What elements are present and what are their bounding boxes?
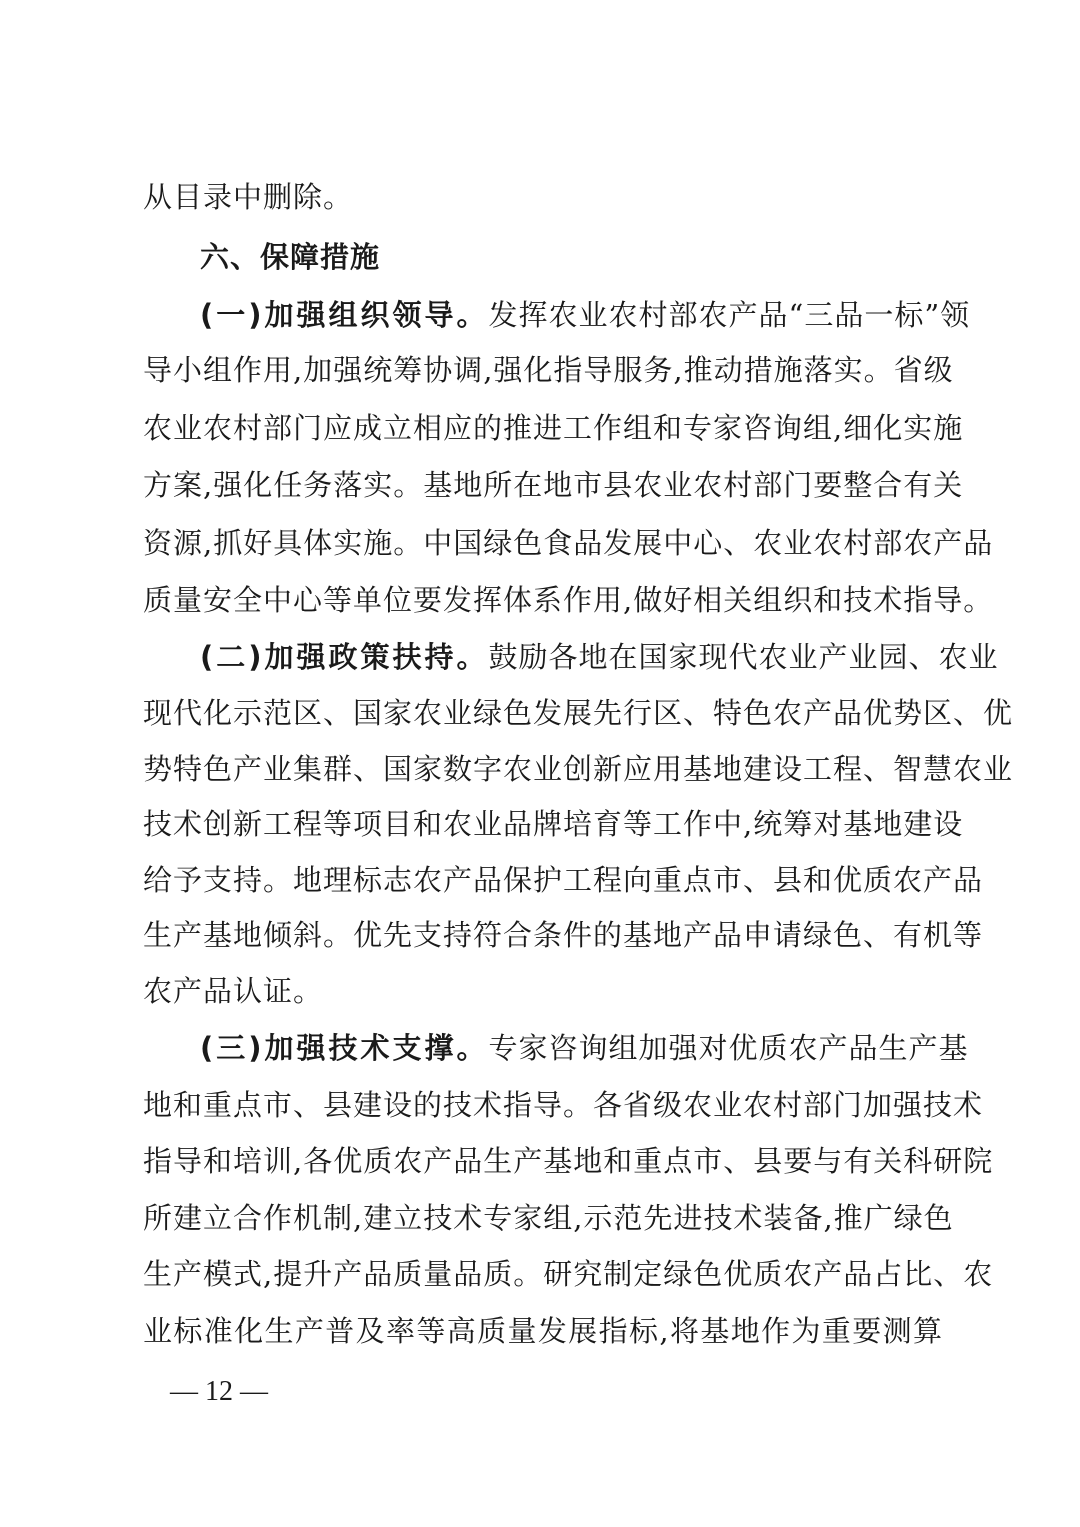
paragraph-1-line: 农业农村部门应成立相应的推进工作组和专家咨询组,细化实施: [143, 411, 964, 445]
paragraph-2-first-line: [200, 637, 999, 677]
paragraph-1-first-line-text: 发挥农业农村部农产品“三品一标”领: [488, 298, 971, 332]
paragraph-1-line: 方案,强化任务落实。基地所在地市县农业农村部门要整合有关: [143, 468, 964, 502]
paragraph-3-line: 指导和培训,各优质农产品生产基地和重点市、县要与有关科研院: [143, 1144, 994, 1178]
paragraph-3-line: 业标准化生产普及率等高质量发展指标,将基地作为重要测算: [143, 1314, 943, 1348]
paragraph-2-line: 势特色产业集群、国家数字农业创新应用基地建设工程、智慧农业: [143, 752, 1014, 786]
paragraph-3-lead: (三)加强技术支撑。: [200, 1031, 489, 1065]
continuation-line: 从目录中删除。: [143, 180, 354, 214]
paragraph-2-line: 技术创新工程等项目和农业品牌培育等工作中,统筹对基地建设: [143, 807, 964, 841]
paragraph-3-line: 地和重点市、县建设的技术指导。各省级农业农村部门加强技术: [143, 1088, 984, 1122]
paragraph-1-line: 导小组作用,加强统筹协调,强化指导服务,推动措施落实。省级: [143, 353, 954, 387]
section-heading: 六、保障措施: [200, 240, 381, 274]
paragraph-1-line: 资源,抓好具体实施。中国绿色食品发展中心、农业农村部农产品: [143, 526, 994, 560]
paragraph-2-line: 生产基地倾斜。优先支持符合条件的基地产品申请绿色、有机等: [143, 918, 984, 952]
paragraph-2-line: 现代化示范区、国家农业绿色发展先行区、特色农产品优势区、优: [143, 696, 1014, 730]
paragraph-2-line: 给予支持。地理标志农产品保护工程向重点市、县和优质农产品: [143, 863, 984, 897]
paragraph-2-lead: (二)加强政策扶持。: [200, 640, 489, 674]
paragraph-1-line: 质量安全中心等单位要发挥体系作用,做好相关组织和技术指导。: [143, 583, 994, 617]
paragraph-1-first-line: [200, 295, 971, 335]
paragraph-3-line: 生产模式,提升产品质量品质。研究制定绿色优质农产品占比、农: [143, 1257, 994, 1291]
paragraph-3-first-line-text: 专家咨询组加强对优质农产品生产基: [488, 1031, 969, 1065]
paragraph-3-line: 所建立合作机制,建立技术专家组,示范先进技术装备,推广绿色: [143, 1201, 954, 1235]
paragraph-3-first-line: [200, 1028, 969, 1068]
paragraph-1-lead: (一)加强组织领导。: [200, 298, 489, 332]
paragraph-2-last-line: 农产品认证。: [143, 974, 324, 1008]
page-number: — 12 —: [170, 1376, 268, 1407]
paragraph-2-first-line-text: 鼓励各地在国家现代农业产业园、农业: [488, 640, 999, 674]
